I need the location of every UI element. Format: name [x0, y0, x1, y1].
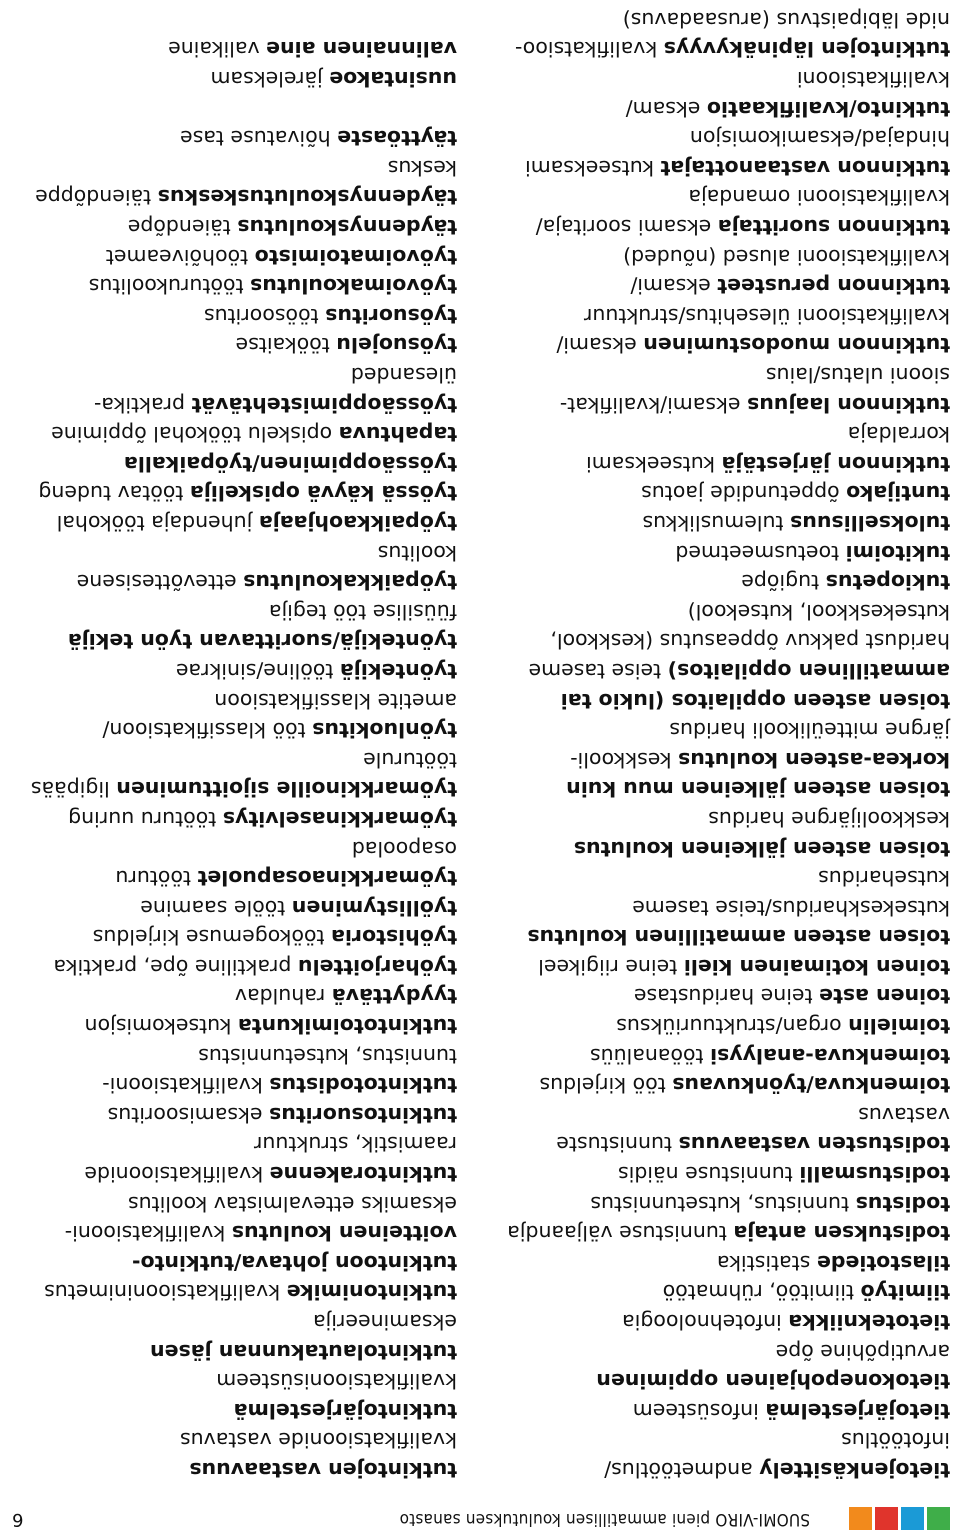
- glossary-left-column: [507, 4, 950, 1484]
- glossary-term: todistus: [855, 1191, 950, 1216]
- glossary-term: työssäoppimistehtävät: [191, 392, 457, 417]
- glossary-line: [17, 1425, 457, 1455]
- glossary-term: tutkintotoimikunta: [237, 1014, 457, 1039]
- glossary-definition: teine haridustase: [633, 984, 820, 1009]
- glossary-line: [510, 64, 950, 94]
- glossary-term: tutkintolautakunnan jäsen: [150, 1339, 457, 1364]
- glossary-definition: koolitus: [377, 540, 457, 565]
- glossary-definition: rahuldav: [234, 984, 332, 1009]
- glossary-line: [510, 152, 950, 182]
- glossary-definition: kvalifikatsioonide vastavus: [179, 1428, 457, 1453]
- glossary-line: [17, 1158, 457, 1188]
- glossary-line: [510, 507, 950, 537]
- glossary-line: [17, 951, 457, 981]
- glossary-line: [510, 389, 950, 419]
- glossary-line: [510, 892, 950, 922]
- glossary-line: [17, 833, 457, 863]
- glossary-definition: kvalifikatsiooni-: [102, 1073, 270, 1098]
- glossary-term: toisen asteen ammatillinen koulutus: [527, 925, 950, 950]
- glossary-definition: tunnistuse väljaandja: [507, 1221, 734, 1246]
- glossary-term: tutkintojen vastaavuus: [189, 1458, 457, 1482]
- glossary-line: [17, 1277, 457, 1307]
- glossary-definition: kvalifikatsiooni: [796, 67, 950, 92]
- glossary-line: [17, 1188, 457, 1218]
- glossary-term: työpaikkaohjaaja: [258, 511, 457, 535]
- glossary-line: [17, 922, 457, 952]
- glossary-definition: täiendõppe: [35, 185, 158, 210]
- glossary-term: työntekijä/suorittavan työn tekijä: [67, 629, 457, 654]
- glossary-definition: valikaine: [168, 37, 267, 62]
- glossary-line: [510, 626, 950, 656]
- glossary-right-column: [17, 34, 457, 1484]
- glossary-line: [17, 596, 457, 626]
- glossary-term: uusintakoe: [329, 67, 457, 92]
- glossary-line: [17, 300, 457, 330]
- glossary-definition: kvalifikatsioo-: [514, 37, 664, 62]
- glossary-definition: töökogemuse kirjeldus: [92, 925, 332, 950]
- glossary-line: [17, 182, 457, 212]
- glossary-line: [510, 1070, 950, 1100]
- glossary-term: tutkintosuoritus: [269, 1102, 457, 1127]
- glossary-line: [510, 4, 950, 34]
- glossary-definition: tööturu uuring: [68, 806, 223, 831]
- glossary-line: [507, 1218, 950, 1248]
- glossary-term: täyttöaste: [337, 126, 457, 151]
- glossary-definition: eksamineerija: [313, 1310, 457, 1335]
- glossary-line: [17, 64, 457, 94]
- glossary-line: [17, 774, 457, 804]
- glossary-definition: õppetundide jaotus: [641, 481, 847, 506]
- glossary-line: [510, 1158, 950, 1188]
- glossary-line: [17, 567, 457, 597]
- glossary-definition: töökaitse: [235, 333, 337, 358]
- glossary-definition: töösooritus: [203, 303, 326, 328]
- glossary-definition: tunnistuste: [556, 1132, 679, 1157]
- glossary-line: [17, 389, 457, 419]
- glossary-definition: kvalifikatsiooni ülesehitus/struktuur: [583, 303, 950, 328]
- glossary-line: [510, 1099, 950, 1129]
- glossary-line: [510, 211, 950, 241]
- glossary-term: tietojärjestelmä: [765, 1398, 950, 1423]
- glossary-line: [510, 1129, 950, 1159]
- glossary-line: [17, 537, 457, 567]
- glossary-definition: infotehnoloogia: [622, 1310, 789, 1335]
- glossary-line: [510, 567, 950, 597]
- glossary-definition: järeleksam: [210, 67, 330, 92]
- glossary-definition: eksam/: [625, 96, 707, 121]
- glossary-definition: kvalifikatsiooninimetus: [44, 1280, 287, 1305]
- glossary-line: [17, 1247, 457, 1277]
- glossary-line: [17, 359, 457, 389]
- glossary-term: tyydyttävä: [331, 984, 457, 1009]
- glossary-definition: nide läbipaistvus (arusaadavus): [622, 7, 950, 32]
- glossary-term: tutkintojen läpinäkyvyys: [663, 37, 950, 62]
- glossary-line: [17, 1366, 457, 1396]
- glossary-term: tapahtuva: [338, 422, 457, 447]
- glossary-line: [510, 744, 950, 774]
- glossary-definition: keskkooli-: [570, 747, 679, 772]
- glossary-definition: tööline/sinikrae: [175, 658, 340, 683]
- glossary-line: [510, 1395, 950, 1425]
- glossary-line: [510, 1277, 950, 1307]
- glossary-term: tietotekniikka: [788, 1310, 950, 1335]
- glossary-line: [17, 1218, 457, 1248]
- glossary-definition: tööturule: [363, 747, 457, 772]
- glossary-definition: keskus: [387, 155, 457, 180]
- glossary-definition: eksami/: [556, 333, 644, 358]
- glossary-definition: organ/struktuuriüksus: [616, 1014, 849, 1039]
- glossary-line: [510, 833, 950, 863]
- glossary-line: [510, 863, 950, 893]
- glossary-term: todistusten vastaavuus: [678, 1132, 950, 1157]
- glossary-definition: tunnistus, kutsetunnistus: [590, 1191, 856, 1216]
- glossary-term: valinnainen aine: [266, 37, 457, 62]
- glossary-line: [17, 1099, 457, 1129]
- glossary-line: [17, 1129, 457, 1159]
- glossary-line: [510, 1336, 950, 1366]
- glossary-definition: kutsekomisjon: [84, 1014, 238, 1039]
- glossary-definition: arvutipõhine õpe: [775, 1339, 950, 1364]
- glossary-definition: tulemuslikkus: [642, 511, 791, 535]
- glossary-line: [17, 152, 457, 182]
- glossary-line: [17, 419, 457, 449]
- blue-square: [901, 1507, 924, 1530]
- glossary-term: työsuojelu: [336, 333, 457, 358]
- glossary-term: työhistoria: [331, 925, 457, 950]
- glossary-definition: tugiõpe: [741, 570, 826, 595]
- glossary-line: [510, 182, 950, 212]
- glossary-definition: statistika: [716, 1250, 817, 1275]
- glossary-definition: kvalifikatsiooni alused (nõuded): [623, 244, 950, 269]
- glossary-line: [510, 774, 950, 804]
- glossary-line: [510, 448, 950, 478]
- glossary-definition: tööanalüüs: [589, 1043, 711, 1068]
- glossary-definition: töötav tudeng: [38, 481, 190, 506]
- glossary-line: [17, 1306, 457, 1336]
- glossary-term: todistusmalli: [799, 1162, 950, 1187]
- glossary-definition: täiendõpe: [127, 215, 238, 240]
- glossary-term: toisen asteen jälkeinen koulutus: [573, 836, 950, 861]
- glossary-term: työllistyminen: [291, 895, 457, 920]
- glossary-line: [17, 863, 457, 893]
- glossary-definition: kutsekeskkool, kutsekool): [687, 599, 950, 624]
- glossary-term: tutkintojärjestelmä: [233, 1398, 457, 1423]
- glossary-term: toimenkuva-analyysi: [710, 1043, 950, 1068]
- glossary-term: tilastotiede: [816, 1250, 950, 1275]
- page-number: 6: [12, 1509, 24, 1530]
- glossary-definition: toetusmeetmed: [675, 540, 846, 565]
- glossary-definition: kvalifikatsiooni omandaja: [688, 185, 950, 210]
- glossary-line: [17, 1011, 457, 1041]
- glossary-definition: eksami sooritaja/: [535, 215, 718, 240]
- glossary-term: työssäoppiminen/työpaikalla: [123, 451, 457, 476]
- glossary-definition: praktika-: [93, 392, 192, 417]
- glossary-definition: eksamisooritus: [107, 1102, 270, 1127]
- glossary-term: tutkinto/kvalifikaatio: [706, 96, 950, 121]
- glossary-line: [17, 1454, 457, 1484]
- glossary-term: tiimityö: [860, 1280, 950, 1305]
- glossary-term: tuntijako: [846, 481, 950, 506]
- glossary-definition: kvalifikatsioonide: [84, 1162, 270, 1187]
- glossary-definition: kutseeksami: [586, 451, 722, 476]
- orange-square: [849, 1507, 872, 1530]
- glossary-line: [510, 655, 950, 685]
- glossary-term: ammatillinen oppilaitos): [667, 658, 950, 683]
- glossary-term: tutkinnon vastaanottajat: [660, 155, 950, 180]
- glossary-line: [17, 655, 457, 685]
- glossary-line: [510, 1425, 950, 1455]
- glossary-definition: töohõiveamet: [105, 244, 255, 269]
- glossary-definition: hindajad/eksamikomisjon: [689, 126, 950, 151]
- glossary-line: [510, 1306, 950, 1336]
- glossary-line: [510, 123, 950, 153]
- glossary-line: [510, 1247, 950, 1277]
- glossary-line: [17, 211, 457, 241]
- header-title: SUOMI-VIRO pieni ammatillisen koulutuksen sanasto: [399, 1509, 810, 1529]
- glossary-term: toimenkuva/työnkuvaus: [672, 1073, 950, 1098]
- glossary-definition: tööturukoolitus: [88, 274, 251, 299]
- glossary-line: [510, 241, 950, 271]
- glossary-definition: ligipääs: [30, 777, 117, 802]
- glossary-definition: opiskelu töökohal õppimine: [51, 422, 339, 447]
- glossary-term: täydennyskoulutuskeskus: [157, 185, 457, 210]
- glossary-definition: tööturu: [115, 866, 198, 891]
- glossary-definition: andmetöötlus/: [604, 1458, 760, 1482]
- glossary-line: [17, 1040, 457, 1070]
- glossary-line: [17, 715, 457, 745]
- glossary-line: [17, 626, 457, 656]
- glossary-term: täydennyskoulutus: [237, 215, 457, 240]
- glossary-line: [510, 271, 950, 301]
- glossary-definition: teine riigikeel: [538, 954, 684, 979]
- glossary-line: [510, 1188, 950, 1218]
- glossary-term: tukitoimi: [845, 540, 950, 565]
- glossary-term: tutkinnon järjestäjä: [721, 451, 950, 476]
- glossary-line: [510, 1366, 950, 1396]
- glossary-line: [510, 300, 950, 330]
- glossary-line: [17, 448, 457, 478]
- glossary-term: todistuksen antaja: [733, 1221, 950, 1246]
- glossary-definition: teise taseme: [528, 658, 668, 683]
- glossary-definition: ülesanded: [350, 363, 457, 388]
- glossary-term: työnluokitus: [312, 718, 457, 743]
- glossary-line: [17, 478, 457, 508]
- glossary-line: [510, 93, 950, 123]
- glossary-line: [17, 330, 457, 360]
- glossary-line: [17, 93, 457, 123]
- glossary-line: [510, 478, 950, 508]
- glossary-line: [510, 951, 950, 981]
- glossary-term: työmarkkinaselvitys: [222, 806, 457, 831]
- glossary-line: [510, 803, 950, 833]
- glossary-term: toisen asteen jälkeinen muu kuin: [566, 777, 950, 802]
- glossary-line: [17, 981, 457, 1011]
- glossary-line: [510, 537, 950, 567]
- glossary-line: [510, 1011, 950, 1041]
- glossary-definition: kvalifikatsioonisüsteem: [216, 1369, 457, 1394]
- glossary-definition: tiimitöö, rühmatöö: [662, 1280, 861, 1305]
- glossary-term: tietojenkäsittely: [759, 1458, 950, 1482]
- glossary-line: [17, 1395, 457, 1425]
- glossary-line: [510, 596, 950, 626]
- green-square: [927, 1507, 950, 1530]
- glossary-definition: kutseeksami: [525, 155, 661, 180]
- glossary-term: työmarkkinaosapuolet: [197, 866, 457, 891]
- glossary-definition: tunnistus, kutsetunnistus: [198, 1043, 457, 1068]
- glossary-line: [17, 1336, 457, 1366]
- glossary-definition: järgne mitteülikooli haridus: [669, 718, 950, 743]
- glossary-term: tutkintorakenne: [269, 1162, 457, 1187]
- glossary-line: [17, 803, 457, 833]
- glossary-term: toinen aste: [819, 984, 950, 1009]
- glossary-term: tutkinnon suorittaja: [717, 215, 950, 240]
- glossary-definition: ametite klassifikatsioon: [214, 688, 457, 713]
- glossary-term: työvoimakoulutus: [250, 274, 457, 299]
- glossary-line: [510, 330, 950, 360]
- glossary-definition: korraldaja: [847, 422, 950, 447]
- glossary-term: työpaikkakoulutus: [243, 570, 457, 595]
- glossary-definition: infosüsteem: [632, 1398, 766, 1423]
- glossary-definition: vastavus: [858, 1102, 950, 1127]
- glossary-term: tutkintotodistus: [269, 1073, 457, 1098]
- glossary-definition: eksamiks ettevalmistav koolitus: [127, 1191, 457, 1216]
- glossary-line: [17, 34, 457, 64]
- glossary-term: toimielin: [848, 1014, 950, 1039]
- glossary-line: [510, 359, 950, 389]
- glossary-line: [510, 685, 950, 715]
- glossary-definition: osapoolad: [351, 836, 457, 861]
- glossary-term: tutkintonimike: [286, 1280, 457, 1305]
- glossary-definition: hõivatuse tase: [180, 126, 338, 151]
- glossary-definition: juhendaja töökohal: [56, 511, 259, 535]
- glossary-line: [17, 241, 457, 271]
- glossary-definition: töö klassifikatsioon/: [102, 718, 313, 743]
- glossary-definition: eksami/kvalifikat-: [559, 392, 748, 417]
- glossary-term: työmarkkinoille sijoittuminen: [116, 777, 457, 802]
- glossary-definition: tunnistuse näidis: [617, 1162, 800, 1187]
- glossary-definition: praktiline õpe, praktika: [53, 954, 298, 979]
- glossary-term: korkea-asteen koulutus: [678, 747, 950, 772]
- glossary-line: [17, 892, 457, 922]
- glossary-line: [17, 507, 457, 537]
- glossary-line: [17, 744, 457, 774]
- glossary-term: työssä käyvä opiskelija: [189, 481, 457, 506]
- glossary-line: [17, 1070, 457, 1100]
- glossary-definition: füüsilise töö tegija: [268, 599, 457, 624]
- glossary-term: työharjoittelu: [297, 954, 457, 979]
- glossary-term: toisen asteen oppilaitos (lukio tai: [560, 688, 950, 713]
- glossary-term: tukiopetus: [825, 570, 950, 595]
- glossary-term: voitteinen koulutus: [231, 1221, 457, 1246]
- glossary-definition: keskkoolijärgne haridus: [708, 806, 950, 831]
- glossary-definition: kvalifikatsiooni-: [64, 1221, 232, 1246]
- glossary-line: [17, 123, 457, 153]
- glossary-definition: ettevõttesisene: [76, 570, 244, 595]
- glossary-definition: siooni ulatus/laius: [765, 363, 950, 388]
- glossary-line: [510, 981, 950, 1011]
- red-square: [875, 1507, 898, 1530]
- glossary-term: tuloksellisuus: [790, 511, 950, 535]
- glossary-line: [510, 419, 950, 449]
- glossary-definition: töö kirjeldus: [539, 1073, 673, 1098]
- glossary-line: [17, 271, 457, 301]
- glossary-definition: kutseharidus: [818, 866, 950, 891]
- glossary-definition: kutsekeskharidus/teise taseme: [632, 895, 950, 920]
- glossary-term: työvoimatoimisto: [254, 244, 457, 269]
- glossary-term: tutkinnon laajuus: [747, 392, 950, 417]
- color-squares-logo: [849, 1507, 950, 1530]
- glossary-term: toinen kotimainen kieli: [683, 954, 950, 979]
- glossary-line: [510, 715, 950, 745]
- glossary-definition: eksami/: [630, 274, 718, 299]
- glossary-line: [510, 1454, 950, 1484]
- glossary-term: tutkintoon johtava/tutkinto-: [131, 1250, 457, 1275]
- glossary-definition: tööle saamine: [140, 895, 292, 920]
- glossary-term: tutkinnon muodostuminen: [643, 333, 950, 358]
- glossary-definition: haridust pakkuv õppeasutus (keskkool,: [550, 629, 950, 654]
- glossary-term: tietokonepohjainen oppiminen: [596, 1369, 950, 1394]
- glossary-definition: infotöötlus: [841, 1428, 950, 1453]
- glossary-term: tutkinnon perusteet: [717, 274, 950, 299]
- glossary-line: [510, 34, 950, 64]
- page-header: [0, 1498, 960, 1538]
- glossary-term: työntekijä: [339, 658, 457, 683]
- glossary-line: [510, 922, 950, 952]
- glossary-line: [510, 1040, 950, 1070]
- glossary-definition: raamistik, struktuur: [254, 1132, 457, 1157]
- glossary-line: [17, 685, 457, 715]
- glossary-term: työsuoritus: [325, 303, 457, 328]
